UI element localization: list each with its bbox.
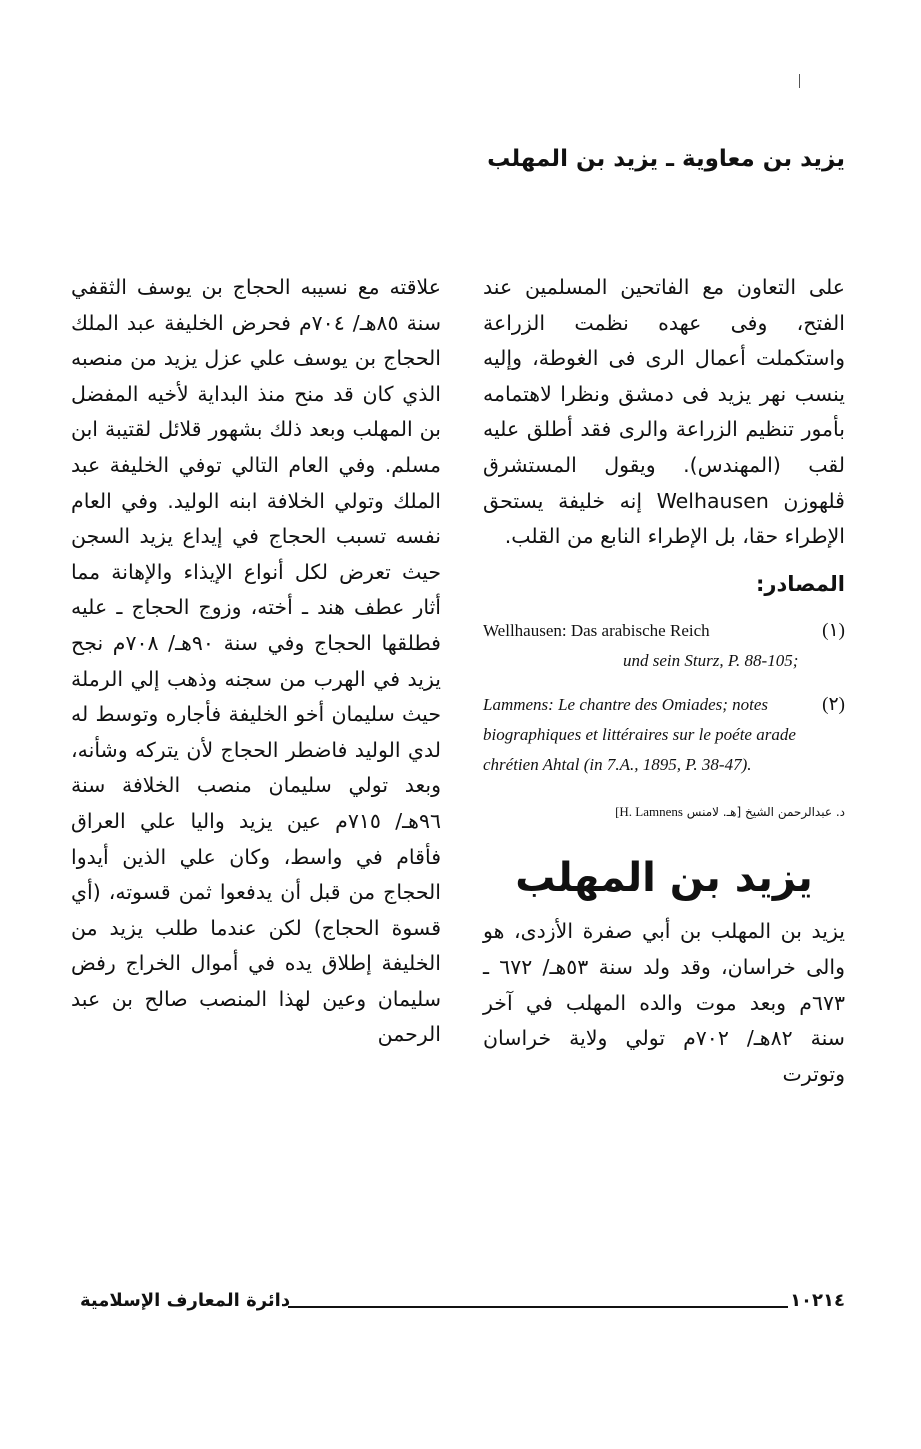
byline-arabic: د. عبدالرحمن الشيخ [هـ. لامنس bbox=[686, 805, 845, 820]
body-paragraph: علاقته مع نسيبه الحجاج بن يوسف الثقفي سنة ٨٥هـ/ ٧٠٤م فحرض الخليفة عبد الملك الحجاج بن يوسف علي عزل يزيد من منصبه الذي كان قد منح منذ البداية لأخيه المفضل بن المهلب وبعد ذلك بشهور قلائل لقتيبة ابن مسلم. وفي العام التالي توفي الخليفة عبد الملك وتولي الخلافة ابنه الوليد. وفي العام نفسه تسبب الحجاج في إيداع يزيد السجن حيث تعرض لكل أنواع الإيذاء والإهانة مما أثار عطف هند ـ أخته، وزوج الحجاج ـ عليه فطلقها الحجاج وفي سنة ٩٠هـ/ ٧٠٨م نجح يزيد في الهرب من سجنه وذهب إلي الرملة حيث سليمان أخو الخليفة فأجاره وتوسط له لدي الوليد فاضطر الحجاج لأن يتركه وشأنه، وبعد تولي سليمان منصب الخلافة سنة ٩٦هـ/ ٧١٥م عين يزيد واليا علي العراق فأقام في واسط، وكان علي الذين أيدوا الحجاج من قبل أن يدفعوا ثمن قسوته، (أي قسوة الحجاج) لكن عندما طلب يزيد من الخليفة إطلاق يده في أموال الخراج رفض سليمان وعين لهذا المنصب صالح بن عبد الرحمن bbox=[71, 275, 441, 1047]
page-number: ١٠٢١٤ bbox=[790, 1290, 845, 1311]
article-intro: يزيد بن المهلب بن أبي صفرة الأزدى، هو والى خراسان، وقد ولد سنة ٥٣هـ/ ٦٧٢ ـ ٦٧٣م وبعد موت والده المهلب في آخر سنة ٨٢هـ/ ٧٠٢م تولي ولاية خراسان وتوترت bbox=[483, 919, 845, 1086]
body-paragraph: على التعاون مع الفاتحين المسلمين عند الفتح، وفى عهده نظمت الزراعة واستكملت أعمال الرى فى الغوطة، وإليه ينسب نهر يزيد فى دمشق ونظرا لاهتمامه بأمور تنظيم الزراعة والرى فقد أطلق عليه لقب (المهندس). ويقول المستشرق ڤلهوزن Welhausen إنه خليفة يستحق الإطراء حقا، بل الإطراء النابع من القلب. bbox=[483, 275, 845, 549]
left-column bbox=[71, 270, 441, 1053]
reference-number: (٢) bbox=[822, 694, 845, 716]
article-title: يزيد بن المهلب bbox=[515, 855, 813, 902]
reference-text-line1: Wellhausen: Das arabische Reich bbox=[483, 621, 710, 641]
reference-text-line2: und sein Sturz, P. 88-105; bbox=[623, 651, 799, 671]
footer-divider bbox=[288, 1306, 788, 1308]
author-byline bbox=[483, 802, 845, 822]
reference-1 bbox=[483, 616, 845, 676]
reference-2 bbox=[483, 690, 845, 780]
sources-heading: المصادر: bbox=[755, 571, 845, 596]
publication-title: دائرة المعارف الإسلامية bbox=[80, 1290, 291, 1311]
byline-latin: H. Lamnens] bbox=[615, 804, 683, 820]
running-header: يزيد بن معاوية ـ يزيد بن المهلب bbox=[487, 146, 845, 172]
margin-mark bbox=[799, 74, 800, 88]
right-column bbox=[483, 270, 845, 1092]
reference-number: (١) bbox=[822, 620, 845, 642]
reference-text: Lammens: Le chantre des Omiades; notes biographiques et littéraires sur le poéte arade chrétien Ahtal (in 7.A., 1895, P. 38-47). bbox=[483, 695, 796, 775]
